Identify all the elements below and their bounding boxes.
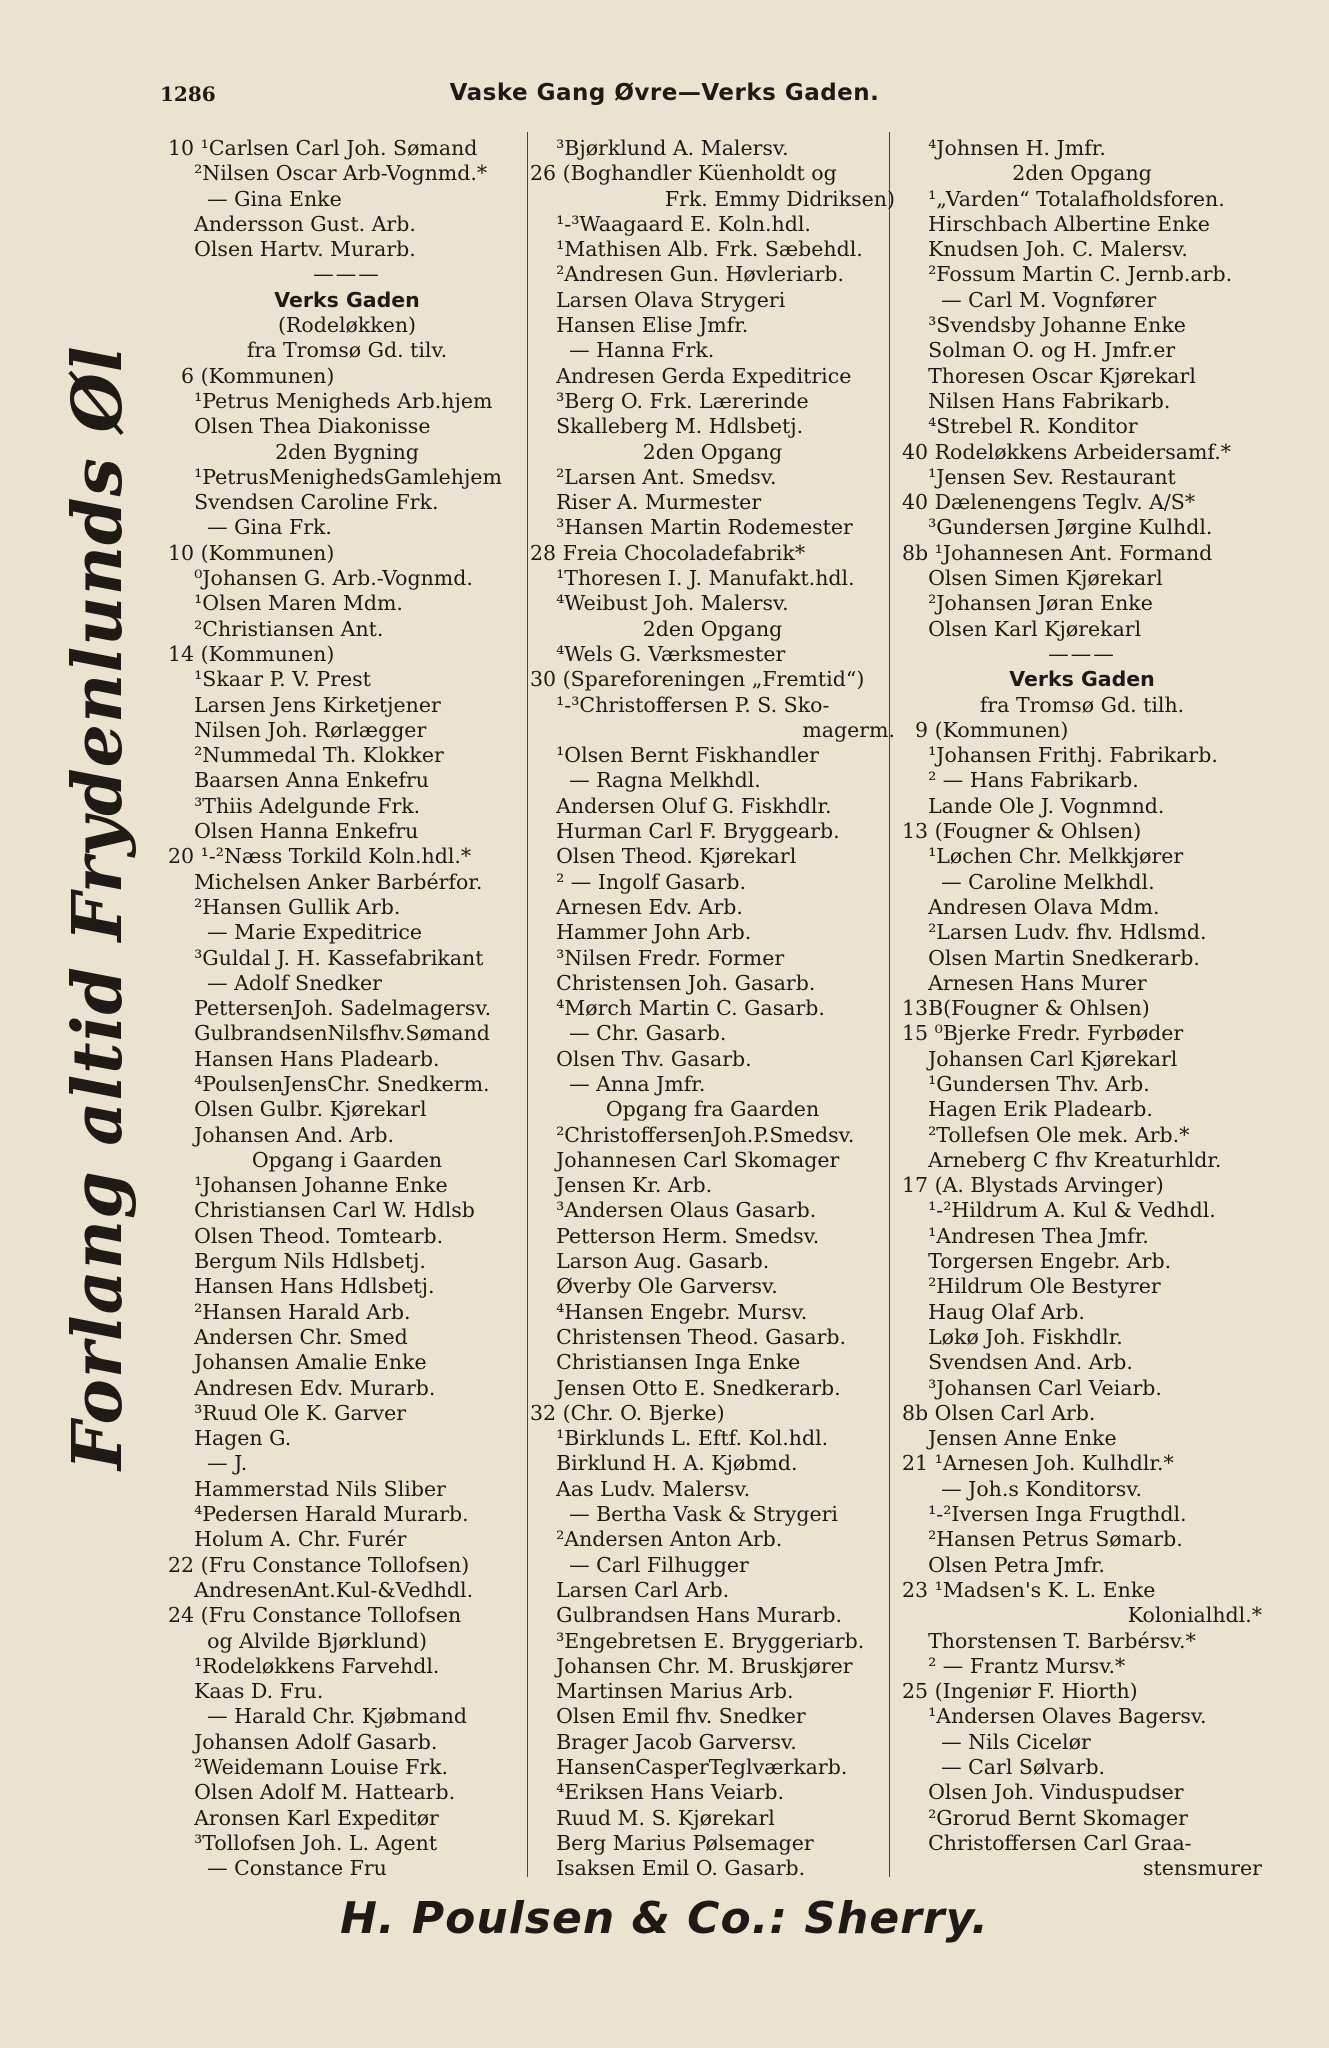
directory-entry: 24 (Fru Constance Tollofsen (168, 1603, 462, 1628)
directory-entry: ²Christiansen Ant. (168, 616, 384, 641)
directory-entry: 40 Dælenengens Teglv. A/S* (902, 490, 1196, 515)
directory-entry: ¹Mathisen Alb. Frk. Sæbehdl. (530, 237, 863, 262)
directory-entry: Aronsen Karl Expeditør (168, 1805, 439, 1830)
directory-entry: Øverby Ole Garversv. (530, 1274, 778, 1299)
directory-entry: 15 ⁰Bjerke Fredr. Fyrbøder (902, 1021, 1184, 1046)
directory-entry: Berg Marius Pølsemager (530, 1830, 814, 1855)
directory-entry: fra Tromsø Gd. tilh. (979, 692, 1185, 717)
directory-entry: 10 (Kommunen) (168, 540, 335, 565)
directory-entry: Andersen Oluf G. Fiskhdlr. (530, 793, 832, 818)
directory-entry: ²Hansen Gullik Arb. (168, 894, 401, 919)
directory-entry: Hansen Elise Jmfr. (530, 313, 749, 338)
directory-entry: ²ChristoffersenJoh.P.Smedsv. (530, 1122, 855, 1147)
directory-entry: Thorstensen T. Barbérsv.* (902, 1628, 1196, 1653)
directory-entry: Larson Aug. Gasarb. (530, 1249, 770, 1274)
directory-entry: Hammerstad Nils Sliber (168, 1476, 446, 1501)
directory-entry: ¹Thoresen I. J. Manufakt.hdl. (530, 566, 855, 591)
directory-entry: ⁴Johnsen H. Jmfr. (902, 136, 1106, 160)
directory-entry: — J. (168, 1451, 248, 1476)
directory-entry: 25 (Ingeniør F. Hiorth) (902, 1679, 1138, 1704)
directory-entry: Olsen Theod. Kjørekarl (530, 844, 797, 869)
directory-entry: Martinsen Marius Arb. (530, 1679, 794, 1704)
column-2 (530, 136, 895, 1881)
directory-entry: (Rodeløkken) (277, 313, 417, 338)
directory-entry: — Hanna Frk. (530, 338, 715, 363)
directory-entry: 23 ¹Madsen's K. L. Enke (902, 1577, 1156, 1602)
directory-entry: 8b ¹Johannesen Ant. Formand (902, 540, 1213, 565)
directory-entry: — Carl M. Vognfører (902, 287, 1157, 312)
directory-entry: 21 ¹Arnesen Joh. Kulhdlr.* (902, 1451, 1174, 1476)
directory-entry: ²Grorud Bernt Skomager (902, 1805, 1188, 1830)
directory-entry: Bergum Nils Hdlsbetj. (168, 1249, 426, 1274)
directory-entry: Kolonialhdl.* (1127, 1603, 1262, 1628)
directory-entry: ³Hansen Martin Rodemester (530, 515, 853, 540)
directory-entry: 13B(Fougner & Ohlsen) (902, 996, 1150, 1021)
directory-entry: 32 (Chr. O. Bjerke) (530, 1400, 725, 1425)
page-number: 1286 (160, 82, 216, 106)
directory-entry: — Chr. Gasarb. (530, 1021, 727, 1046)
directory-entry: Christiansen Carl W. Hdlsb (168, 1198, 475, 1223)
directory-entry: — Constance Fru (168, 1856, 387, 1881)
directory-entry: ²Hansen Harald Arb. (168, 1299, 411, 1324)
directory-entry: Jensen Otto E. Snedkerarb. (530, 1375, 841, 1400)
directory-entry: ¹Johansen Johanne Enke (168, 1173, 448, 1198)
directory-entry: ¹Olsen Maren Mdm. (168, 591, 403, 616)
directory-entry: Olsen Martin Snedkerarb. (902, 945, 1200, 970)
directory-entry: ¹-³Christoffersen P. S. Sko- (530, 692, 830, 717)
directory-entry: ⁴Wels G. Værksmester (530, 641, 786, 666)
directory-entry: 2den Opgang (642, 439, 783, 464)
directory-entry: ⁴Hansen Engebr. Mursv. (530, 1299, 808, 1324)
directory-entry: ⁴PoulsenJensChr. Snedkerm. (168, 1071, 490, 1096)
directory-entry: ¹Andresen Thea Jmfr. (902, 1223, 1149, 1248)
directory-entry: ³Thiis Adelgunde Frk. (168, 793, 421, 818)
directory-entry: Knudsen Joh. C. Malersv. (902, 237, 1188, 262)
directory-entry: Andresen Gerda Expeditrice (530, 363, 852, 388)
directory-entry: Olsen Emil fhv. Snedker (530, 1704, 806, 1729)
directory-entry: Hansen Hans Pladearb. (168, 1046, 440, 1071)
directory-entry: ²Andersen Anton Arb. (530, 1527, 783, 1552)
directory-entry: 40 Rodeløkkens Arbeidersamf.* (902, 439, 1232, 464)
directory-entry: ²Larsen Ludv. fhv. Hdlsmd. (902, 920, 1207, 945)
directory-entry: Løkø Joh. Fiskhdlr. (902, 1324, 1123, 1349)
directory-entry: ³Ruud Ole K. Garver (168, 1400, 407, 1425)
directory-entry: — Gina Frk. (168, 515, 332, 540)
directory-entry: ¹Skaar P. V. Prest (168, 667, 371, 692)
column-divider (527, 132, 528, 1877)
directory-entry: Olsen Theod. Tomtearb. (168, 1223, 444, 1248)
directory-entry: 14 (Kommunen) (168, 641, 335, 666)
directory-entry: Olsen Gulbr. Kjørekarl (168, 1097, 427, 1122)
directory-entry: ²Weidemann Louise Frk. (168, 1755, 449, 1779)
directory-entry: ³Gundersen Jørgine Kulhdl. (902, 515, 1213, 540)
directory-entry: Frk. Emmy Didriksen) (664, 186, 895, 211)
directory-entry: ¹Johansen Frithj. Fabrikarb. (902, 743, 1218, 768)
directory-entry: Olsen Thv. Gasarb. (530, 1046, 752, 1071)
directory-entry: Johansen Amalie Enke (168, 1350, 427, 1375)
directory-entry: — Gina Enke (168, 186, 342, 211)
directory-entry: AndresenAnt.Kul-&Vedhdl. (168, 1577, 474, 1602)
directory-entry: Arnesen Hans Murer (902, 970, 1147, 995)
directory-entry: Olsen Hartv. Murarb. (168, 237, 416, 262)
directory-entry: ²Nilsen Oscar Arb-Vognmd.* (168, 161, 488, 186)
directory-entry: ³Johansen Carl Veiarb. (902, 1375, 1162, 1400)
directory-entry: Nilsen Joh. Rørlægger (168, 717, 427, 742)
directory-entry: 26 (Boghandler Küenholdt og (530, 161, 837, 186)
directory-entry: ²Hansen Petrus Sømarb. (902, 1527, 1183, 1552)
directory-entry: ⁴Mørch Martin C. Gasarb. (530, 996, 825, 1021)
directory-entry: 10 ¹Carlsen Carl Joh. Sømand (168, 136, 478, 160)
directory-entry: ³Andersen Olaus Gasarb. (530, 1198, 817, 1223)
directory-entry: Torgersen Engebr. Arb. (902, 1249, 1172, 1274)
directory-entry: Opgang fra Gaarden (605, 1097, 820, 1122)
directory-entry: ¹-²Iversen Inga Frugthdl. (902, 1502, 1187, 1527)
directory-entry: — Carl Filhugger (530, 1552, 749, 1577)
directory-entry: Skalleberg M. Hdlsbetj. (530, 414, 804, 439)
directory-entry: ² — Frantz Mursv.* (902, 1653, 1126, 1678)
directory-entry: Hurman Carl F. Bryggearb. (530, 819, 840, 844)
directory-entry: Kaas D. Fru. (168, 1679, 324, 1704)
directory-entry: Svendsen And. Arb. (902, 1350, 1133, 1375)
directory-entry: Christensen Joh. Gasarb. (530, 970, 816, 995)
directory-entry: — Bertha Vask & Strygeri (530, 1502, 838, 1527)
directory-entry: ⁴Pedersen Harald Murarb. (168, 1502, 469, 1527)
directory-entry: og Alvilde Bjørklund) (168, 1628, 427, 1653)
directory-entry: Verks Gaden (274, 287, 420, 312)
directory-entry: Andresen Edv. Murarb. (168, 1375, 436, 1400)
directory-entry: ¹Birklunds L. Eftf. Kol.hdl. (530, 1426, 829, 1451)
directory-entry: Johansen Carl Kjørekarl (902, 1046, 1178, 1071)
directory-entry: ³Nilsen Fredr. Former (530, 945, 785, 970)
directory-entry: Hansen Hans Hdlsbetj. (168, 1274, 435, 1299)
directory-entry: Christensen Theod. Gasarb. (530, 1324, 847, 1349)
directory-entry: Hagen G. (168, 1426, 292, 1451)
directory-entry: ¹Rodeløkkens Farvehdl. (168, 1653, 440, 1678)
directory-entry: ¹„Varden“ Totalafholdsforen. (902, 186, 1225, 211)
directory-entry: Verks Gaden (1009, 667, 1155, 692)
directory-entry: ²Andresen Gun. Høvleriarb. (530, 262, 845, 287)
directory-entry: ¹Gundersen Thv. Arb. (902, 1071, 1150, 1096)
directory-entry: Hammer John Arb. (530, 920, 752, 945)
directory-entry: fra Tromsø Gd. tilv. (246, 338, 448, 363)
directory-entry: GulbrandsenNilsfhv.Sømand (168, 1021, 490, 1046)
directory-entry: Larsen Carl Arb. (530, 1577, 730, 1602)
directory-entry: Brager Jacob Garversv. (530, 1729, 797, 1754)
directory-entry: — Carl Sølvarb. (902, 1755, 1106, 1779)
directory-entry: ¹Petrus Menigheds Arb.hjem (168, 388, 493, 413)
directory-entry: Thoresen Oscar Kjørekarl (902, 363, 1196, 388)
directory-entry: Haug Olaf Arb. (902, 1299, 1085, 1324)
directory-entry: ³Engebretsen E. Bryggeriarb. (530, 1628, 865, 1653)
directory-entry: ¹-³Waagaard E. Koln.hdl. (530, 211, 811, 236)
directory-entry: 8b Olsen Carl Arb. (902, 1400, 1096, 1425)
directory-entry: — Marie Expeditrice (168, 920, 422, 945)
column-1 (168, 136, 526, 1881)
directory-entry: Olsen Petra Jmfr. (902, 1552, 1105, 1577)
directory-entry: ⁴Weibust Joh. Malersv. (530, 591, 789, 616)
directory-entry: ²Hildrum Ole Bestyrer (902, 1274, 1161, 1299)
directory-entry: ¹Andersen Olaves Bagersv. (902, 1704, 1207, 1729)
directory-entry: Michelsen Anker Barbérfor. (168, 869, 483, 894)
directory-entry: Hagen Erik Pladearb. (902, 1097, 1153, 1122)
directory-entry: — Nils Cicelør (902, 1729, 1091, 1754)
directory-entry: ⁰Johansen G. Arb.-Vognmd. (168, 566, 473, 591)
directory-entry: Aas Ludv. Malersv. (530, 1476, 751, 1501)
directory-entry: ——— (1048, 641, 1116, 666)
directory-entry: Olsen Simen Kjørekarl (902, 566, 1163, 591)
directory-entry: Johansen Chr. M. Bruskjører (530, 1653, 853, 1678)
directory-entry: ² — Hans Fabrikarb. (902, 768, 1139, 793)
directory-entry: ¹Løchen Chr. Melkkjører (902, 844, 1184, 869)
directory-entry: magerm. (802, 717, 895, 742)
directory-entry: 17 (A. Blystads Arvinger) (902, 1173, 1164, 1198)
directory-entry: — Adolf Snedker (168, 970, 382, 995)
directory-entry: — Joh.s Konditorsv. (902, 1476, 1142, 1501)
directory-entry: Lande Ole J. Vognmnd. (902, 793, 1165, 818)
directory-entry: Christoffersen Carl Graa- (902, 1830, 1192, 1855)
directory-entry: Larsen Jens Kirketjener (168, 692, 441, 717)
directory-entry: ¹PetrusMenighedsGamlehjem (168, 464, 502, 489)
directory-entry: Svendsen Caroline Frk. (168, 490, 439, 515)
directory-entry: Andersen Chr. Smed (168, 1324, 408, 1349)
directory-entry: ¹Jensen Sev. Restaurant (902, 464, 1176, 489)
directory-entry: 2den Opgang (1012, 161, 1152, 186)
directory-entry: — Harald Chr. Kjøbmand (168, 1704, 468, 1729)
directory-entry: Birklund H. A. Kjøbmd. (530, 1451, 798, 1476)
directory-entry: — Anna Jmfr. (530, 1071, 706, 1096)
directory-entry: ²Johansen Jøran Enke (902, 591, 1153, 616)
directory-entry: ³Tollofsen Joh. L. Agent (168, 1830, 438, 1855)
directory-entry: Olsen Joh. Vinduspudser (902, 1780, 1184, 1805)
directory-entry: ⁴Eriksen Hans Veiarb. (530, 1780, 785, 1805)
side-advertisement: Forlang altid Frydenlunds Øl (58, 345, 138, 1470)
directory-entry: Riser A. Murmester (530, 490, 762, 515)
directory-entry: — Ragna Melkhdl. (530, 768, 761, 793)
directory-entry: Hirschbach Albertine Enke (902, 211, 1210, 236)
directory-entry: 30 (Spareforeningen „Fremtid“) (530, 667, 865, 692)
directory-entry: ³Berg O. Frk. Lærerinde (530, 388, 809, 413)
directory-entry: ¹Olsen Bernt Fiskhandler (530, 743, 819, 768)
directory-entry: Olsen Adolf M. Hattearb. (168, 1780, 456, 1805)
directory-entry: Olsen Karl Kjørekarl (902, 616, 1142, 641)
directory-entry: 13 (Fougner & Ohlsen) (902, 819, 1142, 844)
directory-entry: ²Nummedal Th. Klokker (168, 743, 444, 768)
column-3 (902, 136, 1262, 1881)
directory-entry: 9 (Kommunen) (902, 717, 1069, 742)
directory-entry: 22 (Fru Constance Tollofsen) (168, 1552, 470, 1577)
directory-entry: PettersenJoh. Sadelmagersv. (168, 996, 492, 1021)
directory-entry: ²Tollefsen Ole mek. Arb.* (902, 1122, 1190, 1147)
directory-entry: Johansen Adolf Gasarb. (168, 1729, 438, 1754)
directory-entry: Solman O. og H. Jmfr.er (902, 338, 1176, 363)
directory-entry: ²Larsen Ant. Smedsv. (530, 464, 777, 489)
directory-entry: Larsen Olava Strygeri (530, 287, 786, 312)
directory-entry: 2den Bygning (275, 439, 419, 464)
directory-entry: Olsen Hanna Enkefru (168, 819, 419, 844)
directory-entry: Arneberg C fhv Kreaturhldr. (902, 1147, 1222, 1172)
directory-entry: ³Bjørklund A. Malersv. (530, 136, 789, 160)
directory-entry: HansenCasperTeglværkarb. (530, 1755, 848, 1779)
directory-entry: stensmurer (1143, 1856, 1262, 1881)
directory-entry: Petterson Herm. Smedsv. (530, 1223, 820, 1248)
directory-entry: 6 (Kommunen) (168, 363, 335, 388)
directory-entry: Johansen And. Arb. (168, 1122, 395, 1147)
directory-entry: Opgang i Gaarden (251, 1147, 443, 1172)
directory-entry: ——— (313, 262, 381, 287)
directory-entry: Holum A. Chr. Furér (168, 1527, 407, 1552)
directory-entry: ³Svendsby Johanne Enke (902, 313, 1186, 338)
directory-entry: 20 ¹-²Næss Torkild Koln.hdl.* (168, 844, 472, 869)
directory-entry: Isaksen Emil O. Gasarb. (530, 1856, 806, 1881)
directory-entry: ² — Ingolf Gasarb. (530, 869, 747, 894)
page-title: Vaske Gang Øvre—Verks Gaden. (449, 80, 880, 106)
directory-entry: Gulbrandsen Hans Murarb. (530, 1603, 843, 1628)
directory-entry: Ruud M. S. Kjørekarl (530, 1805, 775, 1830)
directory-entry: 2den Opgang (642, 616, 783, 641)
directory-entry: ²Fossum Martin C. Jernb.arb. (902, 262, 1233, 287)
directory-entry: Andersson Gust. Arb. (168, 211, 416, 236)
directory-entry: Arnesen Edv. Arb. (530, 894, 743, 919)
directory-entry: ³Guldal J. H. Kassefabrikant (168, 945, 484, 970)
directory-entry: Johannesen Carl Skomager (530, 1147, 840, 1172)
directory-entry: Christiansen Inga Enke (530, 1350, 801, 1375)
directory-entry: Jensen Kr. Arb. (530, 1173, 713, 1198)
directory-entry: ¹-²Hildrum A. Kul & Vedhdl. (902, 1198, 1216, 1223)
directory-entry: Olsen Thea Diakonisse (168, 414, 431, 439)
directory-entry: Nilsen Hans Fabrikarb. (902, 388, 1171, 413)
directory-entry: 28 Freia Chocoladefabrik* (530, 540, 806, 565)
directory-entry: Baarsen Anna Enkefru (168, 768, 430, 793)
bottom-advertisement: H. Poulsen & Co.: Sherry. (340, 1893, 989, 1944)
directory-entry: Andresen Olava Mdm. (902, 894, 1160, 919)
directory-entry: — Caroline Melkhdl. (902, 869, 1155, 894)
directory-entry: ⁴Strebel R. Konditor (902, 414, 1138, 439)
directory-entry: Jensen Anne Enke (902, 1426, 1117, 1451)
